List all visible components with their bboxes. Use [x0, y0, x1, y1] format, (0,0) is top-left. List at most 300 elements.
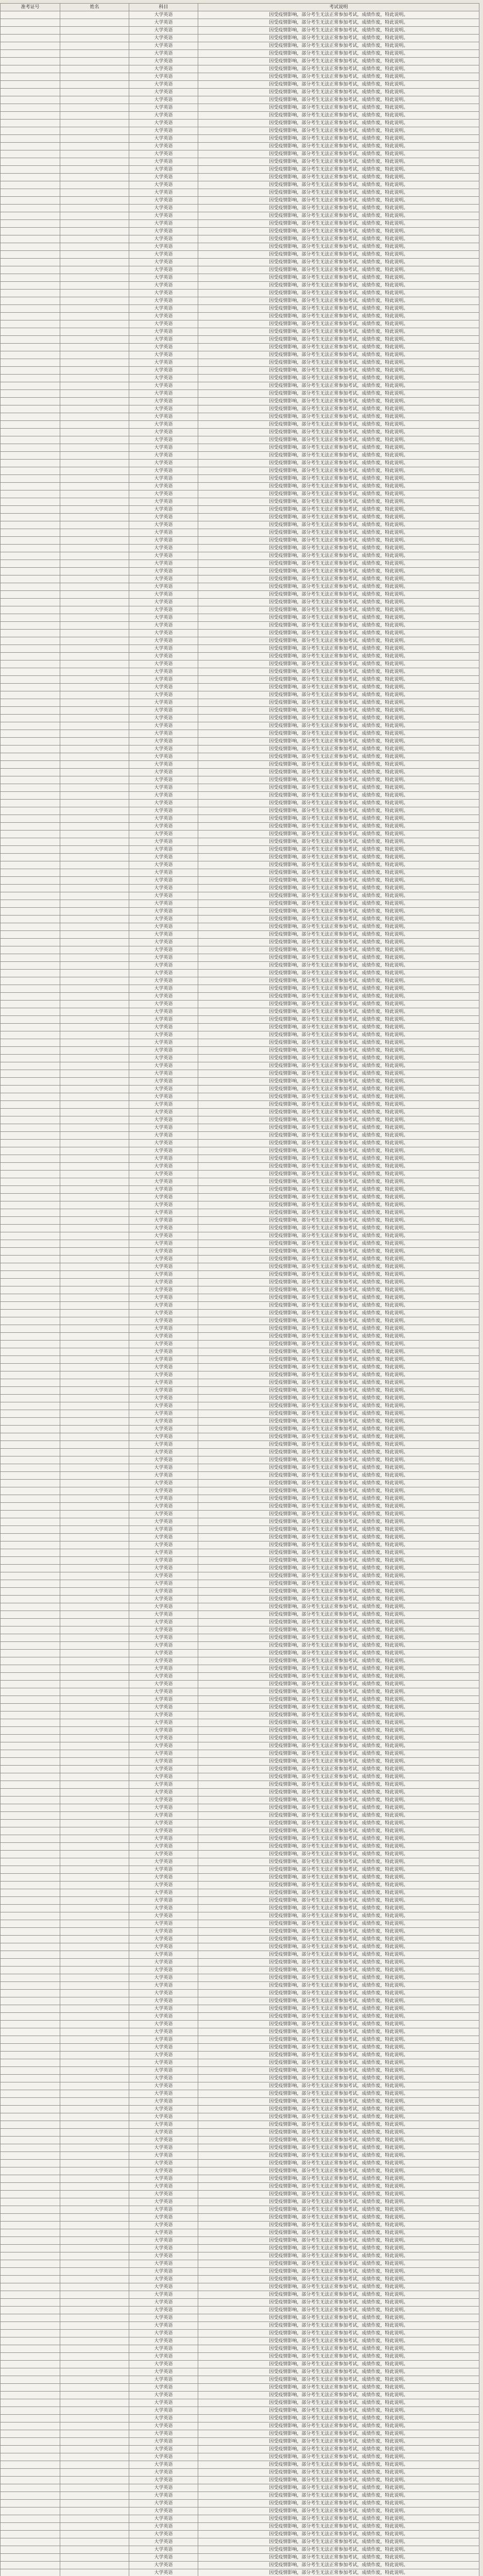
cell-note: 因受疫情影响，部分考生无法正常参加考试，成绩作废，特此说明。	[198, 1742, 479, 1750]
table-row	[1, 614, 479, 622]
cell-note: 因受疫情影响，部分考生无法正常参加考试，成绩作废，特此说明。	[198, 900, 479, 908]
cell-subject: 大学英语	[129, 1256, 198, 1263]
cell-id	[1, 1835, 60, 1843]
cell-name	[60, 2507, 129, 2515]
table-row	[1, 2082, 479, 2090]
table-row	[1, 1603, 479, 1611]
cell-subject: 大学英语	[129, 1773, 198, 1781]
cell-subject: 大学英语	[129, 2299, 198, 2307]
table-row	[1, 1163, 479, 1171]
table-row	[1, 2152, 479, 2160]
cell-subject: 大学英语	[129, 2461, 198, 2469]
cell-subject: 大学英语	[129, 266, 198, 274]
cell-note: 因受疫情影响，部分考生无法正常参加考试，成绩作废，特此说明。	[198, 1433, 479, 1441]
cell-note: 因受疫情影响，部分考生无法正常参加考试，成绩作废，特此说明。	[198, 2245, 479, 2252]
cell-id	[1, 2291, 60, 2299]
cell-id	[1, 2337, 60, 2345]
table-row	[1, 444, 479, 452]
cell-name	[60, 1086, 129, 1093]
cell-id	[1, 1766, 60, 1773]
cell-name	[60, 405, 129, 413]
cell-id	[1, 235, 60, 243]
cell-id	[1, 2322, 60, 2330]
cell-name	[60, 1820, 129, 1827]
cell-subject: 大学英语	[129, 2330, 198, 2337]
cell-name	[60, 2484, 129, 2492]
cell-subject: 大学英语	[129, 73, 198, 81]
cell-subject: 大学英语	[129, 568, 198, 575]
cell-name	[60, 1302, 129, 1310]
cell-id	[1, 2438, 60, 2446]
table-row	[1, 823, 479, 831]
cell-note: 因受疫情影响，部分考生无法正常参加考试，成绩作废，特此说明。	[198, 1232, 479, 1240]
cell-subject: 大学英语	[129, 158, 198, 166]
cell-subject: 大学英语	[129, 1534, 198, 1541]
cell-name	[60, 390, 129, 398]
cell-name	[60, 2175, 129, 2183]
table-row	[1, 676, 479, 684]
cell-id	[1, 854, 60, 861]
cell-subject: 大学英语	[129, 344, 198, 351]
cell-subject: 大学英语	[129, 2322, 198, 2330]
cell-subject: 大学英语	[129, 2407, 198, 2415]
cell-name	[60, 1294, 129, 1302]
cell-note: 因受疫情影响，部分考生无法正常参加考试，成绩作废，特此说明。	[198, 320, 479, 328]
cell-subject: 大学英语	[129, 1364, 198, 1371]
cell-id	[1, 81, 60, 89]
cell-subject: 大学英语	[129, 838, 198, 846]
cell-name	[60, 320, 129, 328]
cell-subject: 大学英语	[129, 205, 198, 212]
cell-note: 因受疫情影响，部分考生无法正常参加考试，成绩作废，特此说明。	[198, 112, 479, 120]
cell-subject: 大学英语	[129, 2546, 198, 2554]
cell-id	[1, 1997, 60, 2005]
cell-subject: 大学英语	[129, 1611, 198, 1619]
table-row	[1, 1742, 479, 1750]
table-row	[1, 1673, 479, 1681]
table-row	[1, 2222, 479, 2229]
table-row	[1, 189, 479, 197]
cell-id	[1, 738, 60, 745]
table-row	[1, 305, 479, 313]
cell-name	[60, 313, 129, 320]
cell-name	[60, 2361, 129, 2368]
cell-note: 因受疫情影响，部分考生无法正常参加考试，成绩作废，特此说明。	[198, 776, 479, 784]
cell-subject: 大学英语	[129, 2368, 198, 2376]
cell-name	[60, 1696, 129, 1704]
cell-subject: 大学英语	[129, 1031, 198, 1039]
cell-subject: 大学英语	[129, 1905, 198, 1912]
cell-note: 因受疫情影响，部分考生无法正常参加考试，成绩作废，特此说明。	[198, 2276, 479, 2283]
cell-note: 因受疫情影响，部分考生无法正常参加考试，成绩作废，特此说明。	[198, 127, 479, 135]
cell-subject: 大学英语	[129, 831, 198, 838]
cell-subject: 大学英语	[129, 2422, 198, 2430]
cell-note: 因受疫情影响，部分考生无法正常参加考试，成绩作废，特此说明。	[198, 467, 479, 475]
cell-note: 因受疫情影响，部分考生无法正常参加考试，成绩作废，特此说明。	[198, 2453, 479, 2461]
cell-note: 因受疫情影响，部分考生无法正常参加考试，成绩作废，特此说明。	[198, 1696, 479, 1704]
cell-id	[1, 630, 60, 637]
cell-note: 因受疫情影响，部分考生无法正常参加考试，成绩作废，特此说明。	[198, 552, 479, 560]
table-row	[1, 916, 479, 923]
cell-subject: 大学英语	[129, 1464, 198, 1472]
cell-subject: 大学英语	[129, 707, 198, 715]
table-row	[1, 583, 479, 591]
cell-subject: 大学英语	[129, 235, 198, 243]
table-row	[1, 81, 479, 89]
cell-subject: 大学英语	[129, 2183, 198, 2191]
table-row	[1, 452, 479, 460]
table-row	[1, 96, 479, 104]
cell-name	[60, 1116, 129, 1124]
cell-subject: 大学英语	[129, 2376, 198, 2384]
table-row	[1, 985, 479, 993]
table-row	[1, 1642, 479, 1650]
cell-id	[1, 1163, 60, 1171]
cell-subject: 大学英语	[129, 1124, 198, 1132]
cell-note: 因受疫情影响，部分考生无法正常参加考试，成绩作废，特此说明。	[198, 2021, 479, 2028]
table-row	[1, 1835, 479, 1843]
table-row	[1, 1789, 479, 1797]
cell-id	[1, 2283, 60, 2291]
cell-subject: 大学英语	[129, 1858, 198, 1866]
cell-subject: 大学英语	[129, 1626, 198, 1634]
cell-name	[60, 892, 129, 900]
cell-id	[1, 2059, 60, 2067]
cell-note: 因受疫情影响，部分考生无法正常参加考试，成绩作废，特此说明。	[198, 2507, 479, 2515]
cell-subject: 大学英语	[129, 1997, 198, 2005]
cell-note: 因受疫情影响，部分考生无法正常参加考试，成绩作废，特此说明。	[198, 2407, 479, 2415]
table-row	[1, 1248, 479, 1256]
table-row	[1, 1364, 479, 1371]
cell-note: 因受疫情影响，部分考生无法正常参加考试，成绩作废，特此说明。	[198, 892, 479, 900]
table-row	[1, 1024, 479, 1031]
cell-name	[60, 599, 129, 606]
cell-name	[60, 1541, 129, 1549]
cell-name	[60, 2376, 129, 2384]
table-row	[1, 1039, 479, 1047]
cell-name	[60, 2191, 129, 2198]
cell-id	[1, 2515, 60, 2523]
cell-subject: 大学英语	[129, 1062, 198, 1070]
cell-note: 因受疫情影响，部分考生无法正常参加考试，成绩作废，特此说明。	[198, 2160, 479, 2167]
cell-name	[60, 1665, 129, 1673]
cell-note: 因受疫情影响，部分考生无法正常参加考试，成绩作废，特此说明。	[198, 2283, 479, 2291]
cell-note: 因受疫情影响，部分考生无法正常参加考试，成绩作废，特此说明。	[198, 568, 479, 575]
cell-note: 因受疫情影响，部分考生无法正常参加考试，成绩作废，特此说明。	[198, 460, 479, 467]
cell-name	[60, 653, 129, 660]
table-row	[1, 2538, 479, 2546]
cell-id	[1, 699, 60, 707]
cell-id	[1, 65, 60, 73]
cell-id	[1, 127, 60, 135]
cell-note: 因受疫情影响，部分考生无法正常参加考试，成绩作废，特此说明。	[198, 259, 479, 266]
cell-name	[60, 2237, 129, 2245]
cell-name	[60, 2067, 129, 2075]
cell-note: 因受疫情影响，部分考生无法正常参加考试，成绩作废，特此说明。	[198, 189, 479, 197]
cell-name	[60, 1603, 129, 1611]
table-row	[1, 436, 479, 444]
cell-id	[1, 2384, 60, 2392]
cell-id	[1, 745, 60, 753]
cell-id	[1, 1711, 60, 1719]
cell-subject: 大学英语	[129, 2044, 198, 2052]
cell-note: 因受疫情影响，部分考生无法正常参加考试，成绩作废，特此说明。	[198, 2438, 479, 2446]
cell-id	[1, 684, 60, 691]
cell-id	[1, 328, 60, 336]
table-row	[1, 1070, 479, 1078]
cell-id	[1, 900, 60, 908]
cell-id	[1, 2415, 60, 2422]
cell-id	[1, 1171, 60, 1178]
cell-note: 因受疫情影响，部分考生无法正常参加考试，成绩作废，特此说明。	[198, 1688, 479, 1696]
cell-id	[1, 2129, 60, 2137]
cell-id	[1, 869, 60, 877]
cell-subject: 大学英语	[129, 1225, 198, 1232]
cell-id	[1, 1511, 60, 1518]
cell-subject: 大学英语	[129, 684, 198, 691]
cell-subject: 大学英语	[129, 2013, 198, 2021]
cell-subject: 大学英语	[129, 1889, 198, 1897]
cell-id	[1, 1503, 60, 1511]
table-row	[1, 1086, 479, 1093]
cell-subject: 大学英语	[129, 2098, 198, 2106]
cell-id	[1, 1263, 60, 1271]
cell-id	[1, 2075, 60, 2082]
cell-name	[60, 228, 129, 235]
cell-name	[60, 1611, 129, 1619]
table-row	[1, 1858, 479, 1866]
table-row	[1, 1735, 479, 1742]
cell-name	[60, 606, 129, 614]
cell-note: 因受疫情影响，部分考生无法正常参加考试，成绩作废，特此说明。	[198, 2013, 479, 2021]
cell-id	[1, 668, 60, 676]
cell-subject: 大学英语	[129, 2430, 198, 2438]
cell-subject: 大学英语	[129, 745, 198, 753]
table-row	[1, 2044, 479, 2052]
table-row	[1, 351, 479, 359]
cell-subject: 大学英语	[129, 2446, 198, 2453]
cell-note: 因受疫情影响，部分考生无法正常参加考试，成绩作废，特此说明。	[198, 514, 479, 521]
cell-subject: 大学英语	[129, 398, 198, 405]
cell-id	[1, 1256, 60, 1263]
cell-subject: 大学英语	[129, 1619, 198, 1626]
table-row	[1, 730, 479, 738]
cell-note: 因受疫情影响，部分考生无法正常参加考试，成绩作废，特此说明。	[198, 2337, 479, 2345]
cell-name	[60, 823, 129, 831]
cell-id	[1, 2484, 60, 2492]
cell-name	[60, 212, 129, 220]
cell-note: 因受疫情影响，部分考生无法正常参加考试，成绩作废，特此说明。	[198, 2430, 479, 2438]
cell-note: 因受疫情影响，部分考生无法正常参加考试，成绩作废，特此说明。	[198, 1209, 479, 1217]
table-row	[1, 50, 479, 58]
cell-id	[1, 2028, 60, 2036]
cell-name	[60, 962, 129, 970]
cell-name	[60, 436, 129, 444]
cell-id	[1, 1317, 60, 1325]
table-row	[1, 212, 479, 220]
table-row	[1, 514, 479, 521]
cell-note: 因受疫情影响，部分考生无法正常参加考试，成绩作废，特此说明。	[198, 2175, 479, 2183]
header-cell-subject: 科目	[129, 4, 198, 11]
cell-id	[1, 1735, 60, 1742]
cell-note: 因受疫情影响，部分考生无法正常参加考试，成绩作废，特此说明。	[198, 745, 479, 753]
table-row	[1, 1101, 479, 1109]
cell-name	[60, 2160, 129, 2167]
cell-name	[60, 1310, 129, 1317]
cell-id	[1, 467, 60, 475]
cell-note: 因受疫情影响，部分考生无法正常参加考试，成绩作废，特此说明。	[198, 243, 479, 251]
cell-subject: 大学英语	[129, 1147, 198, 1155]
table-row	[1, 205, 479, 212]
cell-subject: 大学英语	[129, 1557, 198, 1565]
cell-id	[1, 375, 60, 382]
cell-name	[60, 2538, 129, 2546]
cell-id	[1, 583, 60, 591]
cell-note: 因受疫情影响，部分考生无法正常参加考试，成绩作废，特此说明。	[198, 1240, 479, 1248]
cell-note: 因受疫情影响，部分考生无法正常参加考试，成绩作废，特此说明。	[198, 691, 479, 699]
cell-subject: 大学英语	[129, 2469, 198, 2477]
table-row	[1, 1047, 479, 1055]
cell-id	[1, 1217, 60, 1225]
cell-note: 因受疫情影响，部分考生无法正常参加考试，成绩作废，特此说明。	[198, 2469, 479, 2477]
table-row	[1, 1912, 479, 1920]
cell-subject: 大学英语	[129, 985, 198, 993]
cell-name	[60, 1271, 129, 1279]
table-row	[1, 1596, 479, 1603]
cell-subject: 大学英语	[129, 668, 198, 676]
cell-note: 因受疫情影响，部分考生无法正常参加考试，成绩作废，特此说明。	[198, 2052, 479, 2059]
cell-subject: 大学英语	[129, 1039, 198, 1047]
cell-id	[1, 1719, 60, 1727]
cell-note: 因受疫情影响，部分考生无法正常参加考试，成绩作废，特此说明。	[198, 823, 479, 831]
cell-name	[60, 684, 129, 691]
cell-subject: 大学英语	[129, 715, 198, 722]
cell-note: 因受疫情影响，部分考生无法正常参加考试，成绩作废，特此说明。	[198, 2569, 479, 2576]
cell-id	[1, 1982, 60, 1990]
cell-name	[60, 1997, 129, 2005]
cell-note: 因受疫情影响，部分考生无法正常参加考试，成绩作废，特此说明。	[198, 2515, 479, 2523]
cell-subject: 大学英语	[129, 1078, 198, 1086]
cell-name	[60, 1912, 129, 1920]
cell-id	[1, 166, 60, 174]
cell-subject: 大学英语	[129, 1781, 198, 1789]
cell-name	[60, 1201, 129, 1209]
cell-id	[1, 1603, 60, 1611]
table-row	[1, 1681, 479, 1688]
cell-subject: 大学英语	[129, 220, 198, 228]
cell-name	[60, 560, 129, 568]
cell-name	[60, 1526, 129, 1534]
cell-subject: 大学英语	[129, 467, 198, 475]
table-row	[1, 1178, 479, 1186]
cell-note: 因受疫情影响，部分考生无法正常参加考试，成绩作废，特此说明。	[198, 2353, 479, 2361]
cell-note: 因受疫情影响，部分考生无法正常参加考试，成绩作废，特此说明。	[198, 228, 479, 235]
cell-subject: 大学英语	[129, 699, 198, 707]
cell-subject: 大学英语	[129, 676, 198, 684]
cell-name	[60, 1688, 129, 1696]
table-row	[1, 1186, 479, 1194]
cell-id	[1, 297, 60, 305]
cell-note: 因受疫情影响，部分考生无法正常参加考试，成绩作废，特此说明。	[198, 390, 479, 398]
table-row	[1, 2453, 479, 2461]
cell-subject: 大学英语	[129, 1495, 198, 1503]
cell-name	[60, 251, 129, 259]
table-row	[1, 1387, 479, 1395]
table-row	[1, 220, 479, 228]
cell-name	[60, 1039, 129, 1047]
table-row	[1, 2283, 479, 2291]
cell-subject: 大学英语	[129, 2152, 198, 2160]
cell-note: 因受疫情影响，部分考生无法正常参加考试，成绩作废，特此说明。	[198, 1294, 479, 1302]
cell-name	[60, 2098, 129, 2106]
cell-subject: 大学英语	[129, 1263, 198, 1271]
cell-id	[1, 1534, 60, 1541]
cell-name	[60, 398, 129, 405]
cell-note: 因受疫情影响，部分考生无法正常参加考试，成绩作废，特此说明。	[198, 1503, 479, 1511]
cell-name	[60, 614, 129, 622]
cell-name	[60, 1132, 129, 1140]
table-row	[1, 946, 479, 954]
cell-name	[60, 1549, 129, 1557]
cell-name	[60, 738, 129, 745]
cell-subject: 大学英语	[129, 336, 198, 344]
cell-note: 因受疫情影响，部分考生无法正常参加考试，成绩作废，特此说明。	[198, 1982, 479, 1990]
cell-subject: 大学英语	[129, 212, 198, 220]
cell-note: 因受疫情影响，部分考生无法正常参加考试，成绩作废，特此说明。	[198, 2368, 479, 2376]
table-row	[1, 699, 479, 707]
cell-id	[1, 1820, 60, 1827]
cell-note: 因受疫情影响，部分考生无法正常参加考试，成绩作废，特此说明。	[198, 939, 479, 946]
table-row	[1, 2562, 479, 2569]
cell-subject: 大学英语	[129, 1951, 198, 1959]
cell-note: 因受疫情影响，部分考生无法正常参加考试，成绩作废，特此说明。	[198, 1426, 479, 1433]
table-row	[1, 745, 479, 753]
cell-subject: 大学英语	[129, 877, 198, 885]
cell-subject: 大学英语	[129, 939, 198, 946]
cell-name	[60, 1959, 129, 1967]
cell-subject: 大学英语	[129, 1704, 198, 1711]
cell-subject: 大学英语	[129, 305, 198, 313]
table-row	[1, 228, 479, 235]
cell-note: 因受疫情影响，部分考生无法正常参加考试，成绩作废，特此说明。	[198, 436, 479, 444]
cell-note: 因受疫情影响，部分考生无法正常参加考试，成绩作废，特此说明。	[198, 545, 479, 552]
table-row	[1, 104, 479, 112]
cell-name	[60, 1225, 129, 1232]
cell-id	[1, 931, 60, 939]
cell-subject: 大学英语	[129, 931, 198, 939]
cell-subject: 大学英语	[129, 2569, 198, 2576]
table-row	[1, 320, 479, 328]
cell-name	[60, 282, 129, 290]
table-row	[1, 776, 479, 784]
cell-subject: 大学英语	[129, 475, 198, 483]
cell-id	[1, 831, 60, 838]
cell-subject: 大学英语	[129, 1750, 198, 1758]
cell-name	[60, 81, 129, 89]
cell-id	[1, 305, 60, 313]
cell-subject: 大学英语	[129, 591, 198, 599]
table-row	[1, 429, 479, 436]
cell-name	[60, 916, 129, 923]
cell-subject: 大学英语	[129, 2137, 198, 2144]
cell-note: 因受疫情影响，部分考生无法正常参加考试，成绩作废，特此说明。	[198, 1062, 479, 1070]
table-row	[1, 1804, 479, 1812]
cell-subject: 大学英语	[129, 1518, 198, 1526]
cell-name	[60, 483, 129, 490]
cell-subject: 大学英语	[129, 27, 198, 35]
cell-note: 因受疫情影响，部分考生无法正常参加考试，成绩作废，特此说明。	[198, 2206, 479, 2214]
table-row	[1, 1302, 479, 1310]
